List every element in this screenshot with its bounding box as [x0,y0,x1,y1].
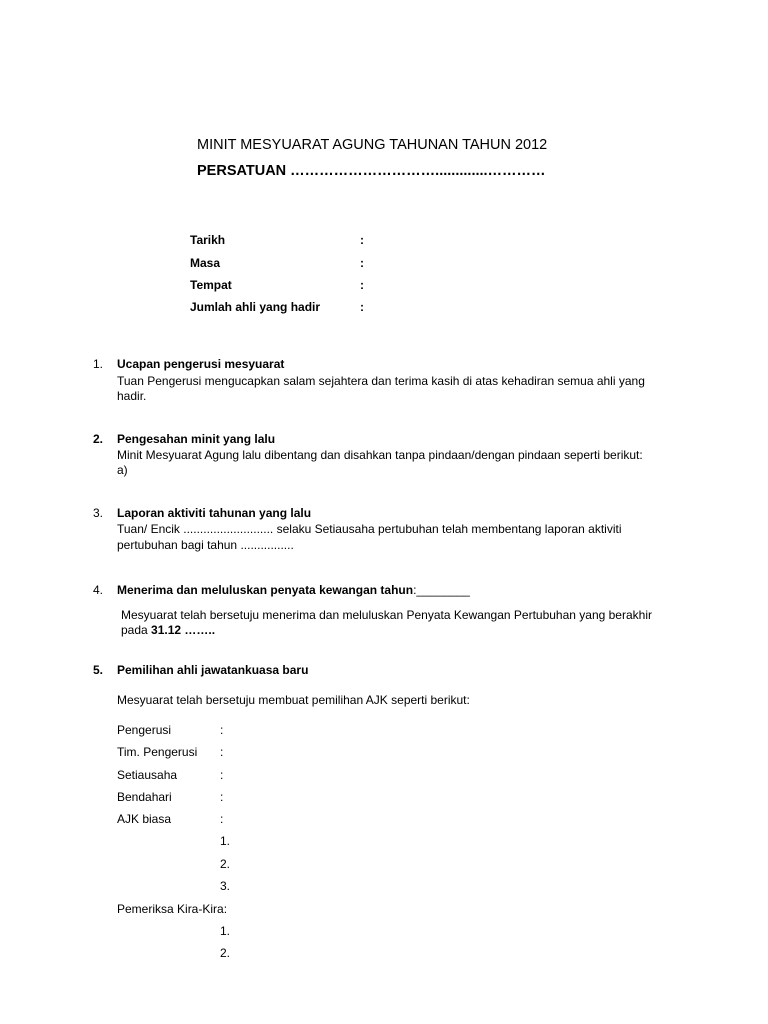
field-colon: : [360,233,364,247]
item-heading: Ucapan pengerusi mesyuarat [117,357,285,371]
item-body-line: Tuan/ Encik ........................... selaku Setiausaha pertubuhan telah membentang laporan aktiviti [117,522,622,536]
item-body-prefix: pada [121,623,152,637]
item-body-line: Mesyuarat telah bersetuju membuat pemilihan AJK seperti berikut: [117,693,470,707]
committee-colon: : [220,790,224,804]
financial-year-end: 31.12 …….. [151,623,216,637]
field-label-date: Tarikh [190,233,226,247]
field-colon: : [360,256,364,270]
committee-role: Bendahari [117,790,172,804]
item-body-line: Mesyuarat telah bersetuju menerima dan meluluskan Penyata Kewangan Pertubuhan yang berakhir [121,608,652,622]
auditor-number: 1. [220,924,231,938]
committee-role: AJK biasa [117,812,172,826]
item-heading: Pengesahan minit yang lalu [117,432,276,446]
committee-role: Setiausaha [117,768,178,782]
committee-colon: : [220,812,224,826]
committee-role: Pengerusi [117,723,172,737]
field-label-time: Masa [190,256,221,270]
item-heading: Pemilihan ahli jawatankuasa baru [117,663,309,677]
association-name-line: PERSATUAN ………………………….............………… [197,163,546,179]
item-body-last-line [121,623,215,637]
item-number: 4. [93,583,104,597]
ajk-number: 3. [220,879,231,893]
ajk-number: 1. [220,834,231,848]
auditor-label: Pemeriksa Kira-Kira: [117,902,228,916]
item-heading: Laporan aktiviti tahunan yang lalu [117,506,312,520]
item-heading-blank: :________ [413,583,470,597]
ajk-number: 2. [220,857,231,871]
item-number: 5. [93,663,104,677]
field-colon: : [360,300,364,314]
item-body-line: Tuan Pengerusi mengucapkan salam sejahtera dan terima kasih di atas kehadiran semua ahli yang [117,374,645,388]
item-number: 1. [93,357,104,371]
item-body-line: pertubuhan bagi tahun ................ [117,538,294,552]
item-body-line: hadir. [117,389,147,403]
field-colon: : [360,278,364,292]
committee-role: Tim. Pengerusi [117,745,198,759]
committee-colon: : [220,768,224,782]
auditor-number: 2. [220,946,231,960]
item-number: 2. [93,432,104,446]
item-heading: Menerima dan meluluskan penyata kewangan tahun [117,583,414,597]
committee-colon: : [220,745,224,759]
field-label-venue: Tempat [190,278,232,292]
item-body-line: Minit Mesyuarat Agung lalu dibentang dan disahkan tanpa pindaan/dengan pindaan seperti berikut: [117,448,643,462]
item-number: 3. [93,506,104,520]
committee-colon: : [220,723,224,737]
document-title: MINIT MESYUARAT AGUNG TAHUNAN TAHUN 2012 [197,137,548,153]
item-heading-row [117,583,470,597]
field-label-attendance: Jumlah ahli yang hadir [190,300,321,314]
item-body-line: a) [117,463,128,477]
